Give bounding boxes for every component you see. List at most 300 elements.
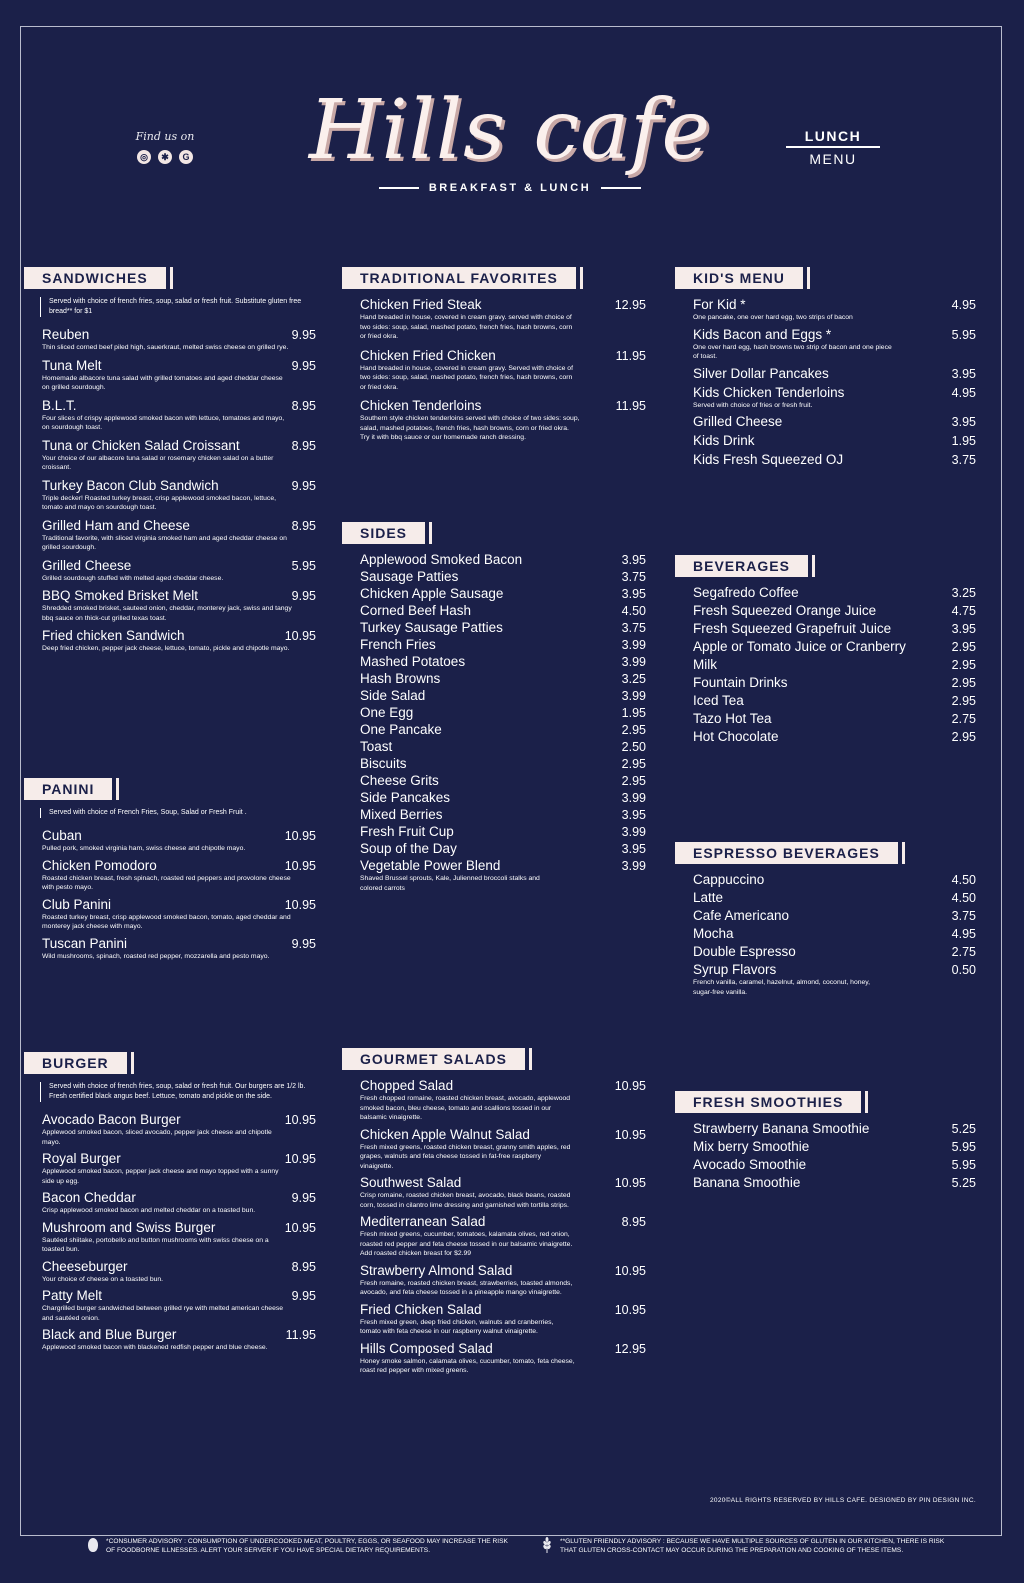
- menu-item-price: 8.95: [291, 518, 316, 533]
- menu-item-price: 3.25: [621, 672, 646, 686]
- menu-item: [342, 739, 646, 754]
- menu-item-row: [42, 558, 316, 573]
- menu-item-name: Turkey Bacon Club Sandwich: [42, 477, 219, 493]
- menu-item-row: [693, 603, 976, 618]
- menu-item-row: [360, 1263, 646, 1278]
- menu-item-desc: Four slices of crispy applewood smoked bacon with lettuce, tomatoes and mayo, on sourdough toast.: [42, 414, 285, 431]
- menu-item-row: [42, 897, 316, 912]
- menu-item-name: One Pancake: [360, 722, 442, 737]
- section-header: [342, 522, 432, 544]
- menu-item-name: Syrup Flavors: [693, 962, 777, 977]
- menu-item-price: 2.50: [621, 740, 646, 754]
- menu-item: [342, 671, 646, 686]
- menu-type-bottom: MENU: [809, 151, 857, 167]
- section-header-bar: [116, 778, 119, 800]
- menu-item: [675, 1175, 976, 1190]
- menu-item-desc: Applewood smoked bacon with blackened redfish pepper and blue cheese.: [42, 1344, 268, 1351]
- menu-item-name: Mocha: [693, 926, 734, 941]
- menu-item-row: [693, 1157, 976, 1172]
- menu-item-name: Chicken Pomodoro: [42, 857, 157, 873]
- menu-item: [675, 908, 976, 923]
- menu-item-name: Fried chicken Sandwich: [42, 628, 185, 643]
- menu-item-row: [42, 1112, 316, 1127]
- menu-item-row: [360, 620, 646, 635]
- menu-item-name: Iced Tea: [693, 693, 744, 708]
- menu-item-name: Strawberry Banana Smoothie: [693, 1121, 870, 1136]
- menu-item-price: 3.75: [621, 570, 646, 584]
- menu-item-row: [693, 944, 976, 959]
- menu-item: [342, 824, 646, 839]
- menu-item-name: Fresh Squeezed Grapefruit Juice: [693, 621, 892, 636]
- menu-item-name: Fried Chicken Salad: [360, 1301, 482, 1317]
- menu-item-row: [360, 348, 646, 363]
- menu-item-desc: Fresh mixed greens, cucumber, tomatoes, kalamata olives, red onion, roasted red pepper and feta cheese tossed in our balsamic vinaigrette. Add roasted chicken breast for $2.99: [360, 1231, 573, 1257]
- menu-item: [342, 807, 646, 822]
- menu-item-price: 3.99: [621, 791, 646, 805]
- menu-item: [675, 926, 976, 941]
- section-salads: [342, 1048, 646, 1380]
- section-note: Served with choice of french fries, soup, salad or fresh fruit. Substitute gluten free bread** for $1: [40, 297, 316, 317]
- menu-item-row: [693, 385, 976, 400]
- menu-item-name: Cuban: [42, 828, 82, 843]
- menu-item: [24, 588, 316, 623]
- menu-item-row: [360, 297, 646, 312]
- menu-item-row: [360, 807, 646, 822]
- menu-item-row: [360, 739, 646, 754]
- menu-item-price: 5.95: [951, 1158, 976, 1172]
- menu-item-price: 4.50: [951, 891, 976, 905]
- menu-item: [342, 603, 646, 618]
- menu-item-price: 3.99: [621, 825, 646, 839]
- menu-item-price: 10.95: [614, 1263, 646, 1278]
- menu-item-price: 9.95: [291, 358, 316, 373]
- section-header-bar: [812, 555, 815, 577]
- menu-item-name: Bacon Cheddar: [42, 1190, 136, 1205]
- menu-item-price: 4.95: [951, 298, 976, 312]
- menu-item-row: [693, 926, 976, 941]
- menu-item-price: 2.95: [621, 723, 646, 737]
- menu-item-row: [42, 828, 316, 843]
- menu-item-row: [42, 628, 316, 643]
- menu-item-price: 3.99: [621, 638, 646, 652]
- menu-item-row: [360, 705, 646, 720]
- menu-item-price: 5.25: [951, 1176, 976, 1190]
- menu-item: [675, 385, 976, 411]
- menu-item-price: 2.95: [951, 640, 976, 654]
- menu-item: [24, 438, 316, 473]
- google-icon[interactable]: G: [179, 150, 193, 164]
- menu-item: [24, 936, 316, 962]
- gluten-advisory: [542, 1537, 962, 1555]
- menu-item-price: 11.95: [615, 399, 646, 413]
- menu-item-name: Turkey Sausage Patties: [360, 620, 503, 635]
- section-header-bar: [807, 267, 810, 289]
- consumer-advisory-text: *CONSUMER ADVISORY : CONSUMPTION OF UNDERCOOKED MEAT, POULTRY, EGGS, OR SEAFOOD MAY INCREASE THE RISK OF FOODBORNE ILLNESSES. ALERT YOUR SERVER IF YOU HAVE SPECIAL DIETARY REQUIREMENTS.: [106, 1538, 508, 1554]
- menu-item-name: Apple or Tomato Juice or Cranberry: [693, 639, 906, 654]
- menu-item-price: 0.50: [951, 963, 976, 977]
- menu-item-name: Fresh Fruit Cup: [360, 824, 454, 839]
- section-header: [675, 1091, 868, 1113]
- menu-item: [24, 1259, 316, 1285]
- menu-item-row: [693, 414, 976, 429]
- menu-item: [675, 366, 976, 381]
- menu-item-price: 5.95: [951, 327, 976, 342]
- menu-item-price: 4.95: [951, 385, 976, 400]
- section-title: BEVERAGES: [675, 555, 808, 577]
- menu-item-price: 4.75: [951, 604, 976, 618]
- section-smoothies: [675, 1091, 976, 1193]
- section-burger: [24, 1052, 316, 1357]
- section-header: [342, 267, 583, 289]
- menu-item-name: Black and Blue Burger: [42, 1327, 177, 1342]
- menu-item-row: [693, 1121, 976, 1136]
- menu-item-price: 3.99: [621, 655, 646, 669]
- menu-item-desc: Your choice of cheese on a toasted bun.: [42, 1275, 164, 1283]
- menu-item-desc: Shaved Brussel sprouts, Kale, Julienned broccoli stalks and colored carrots: [360, 875, 540, 892]
- menu-item-name: Tuna or Chicken Salad Croissant: [42, 437, 240, 453]
- menu-item: [342, 841, 646, 856]
- menu-item-price: 2.95: [951, 676, 976, 690]
- menu-item-name: Tuna Melt: [42, 357, 102, 373]
- menu-item-name: BBQ Smoked Brisket Melt: [42, 588, 199, 603]
- menu-item-row: [693, 433, 976, 448]
- menu-item-price: 3.99: [621, 689, 646, 703]
- menu-item: [675, 729, 976, 744]
- menu-item-row: [360, 722, 646, 737]
- section-header-bar: [429, 522, 432, 544]
- wheat-icon: [542, 1537, 552, 1553]
- menu-item: [24, 358, 316, 393]
- menu-item: [24, 1190, 316, 1216]
- menu-item-row: [693, 327, 976, 342]
- menu-item: [675, 621, 976, 636]
- menu-item-name: Reuben: [42, 327, 90, 342]
- menu-item-name: Cheeseburger: [42, 1258, 128, 1274]
- menu-item-row: [693, 908, 976, 923]
- menu-item-desc: Fresh chopped romaine, roasted chicken breast, avocado, applewood smoked bacon, bleu cheese, tomato and scallions tossed in our balsamic vinaigrette.: [360, 1095, 571, 1121]
- menu-item-name: Grilled Ham and Cheese: [42, 517, 190, 533]
- section-header: [24, 267, 173, 289]
- menu-item-desc: Grilled sourdough stuffed with melted aged cheddar cheese.: [42, 574, 224, 582]
- menu-item-price: 5.95: [951, 1140, 976, 1154]
- menu-item-name: One Egg: [360, 705, 414, 720]
- menu-item-name: Chicken Tenderloins: [360, 398, 482, 413]
- menu-item-row: [360, 858, 646, 873]
- menu-item-row: [693, 639, 976, 654]
- section-title: SANDWICHES: [24, 267, 166, 289]
- section-header-bar: [580, 267, 583, 289]
- menu-item-name: Fresh Squeezed Orange Juice: [693, 603, 877, 618]
- consumer-advisory: [88, 1537, 508, 1555]
- menu-item-price: 10.95: [614, 1302, 646, 1317]
- menu-item-name: Chicken Apple Walnut Salad: [360, 1126, 530, 1142]
- menu-item: [342, 858, 646, 893]
- menu-item-desc: Chargrilled burger sandwiched between grilled rye with melted american cheese and sautéed onion.: [42, 1305, 284, 1322]
- menu-item-name: Kids Bacon and Eggs *: [693, 326, 832, 342]
- section-espresso: [675, 842, 976, 1000]
- menu-item-name: Fountain Drinks: [693, 675, 788, 690]
- menu-item-row: [693, 621, 976, 636]
- menu-item-desc: Applewood smoked bacon, sliced avocado, pepper jack cheese and chipotle mayo.: [42, 1129, 272, 1146]
- section-title: PANINI: [24, 778, 112, 800]
- menu-item-price: 2.95: [951, 658, 976, 672]
- menu-item-price: 3.95: [621, 587, 646, 601]
- menu-item-price: 4.50: [621, 604, 646, 618]
- menu-item-price: 10.95: [284, 829, 316, 843]
- menu-item-name: French Fries: [360, 637, 436, 652]
- section-header: [675, 555, 815, 577]
- menu-item-price: 3.75: [951, 909, 976, 923]
- menu-item-desc: One pancake, one over hard egg, two strips of bacon: [693, 314, 853, 321]
- menu-item-name: B.L.T.: [42, 397, 77, 413]
- menu-item-row: [360, 1127, 646, 1142]
- menu-item-price: 3.95: [621, 553, 646, 567]
- section-header-bar: [529, 1048, 532, 1070]
- menu-item-row: [42, 438, 316, 453]
- menu-item-price: 3.95: [951, 366, 976, 381]
- menu-item-name: Segafredo Coffee: [693, 585, 799, 600]
- menu-item-price: 10.95: [614, 1127, 646, 1142]
- section-traditional: [342, 267, 646, 449]
- section-header: [675, 267, 810, 289]
- menu-item-row: [693, 297, 976, 312]
- section-header-bar: [902, 842, 905, 864]
- menu-item-price: 12.95: [614, 298, 646, 312]
- menu-item-row: [693, 729, 976, 744]
- menu-item-name: Grilled Cheese: [693, 414, 783, 429]
- menu-item-row: [360, 824, 646, 839]
- menu-item-name: Kids Chicken Tenderloins: [693, 384, 845, 400]
- menu-item-price: 10.95: [284, 1220, 316, 1235]
- menu-item-name: Avocado Bacon Burger: [42, 1112, 181, 1127]
- menu-item-name: Mixed Berries: [360, 807, 443, 822]
- menu-item-name: Hills Composed Salad: [360, 1340, 493, 1356]
- section-header: [24, 778, 119, 800]
- menu-item-row: [693, 585, 976, 600]
- menu-item-price: 2.75: [951, 712, 976, 726]
- menu-item-row: [360, 671, 646, 686]
- menu-item-price: 10.95: [284, 1113, 316, 1127]
- menu-item-desc: Shredded smoked brisket, sauteed onion, cheddar, monterey jack, swiss and tangy bbq sauce on thick-cut grilled texas toast.: [42, 605, 292, 622]
- section-header: [342, 1048, 532, 1070]
- section-title: GOURMET SALADS: [342, 1048, 525, 1070]
- menu-item: [24, 1220, 316, 1255]
- menu-item-price: 4.50: [951, 873, 976, 887]
- menu-item-price: 2.95: [951, 694, 976, 708]
- menu-item-name: Cappuccino: [693, 872, 765, 887]
- logo: [300, 76, 720, 194]
- menu-item: [24, 1288, 316, 1323]
- menu-item-row: [360, 1078, 646, 1093]
- menu-item-name: Milk: [693, 657, 717, 672]
- menu-item-desc: French vanilla, caramel, hazelnut, almond, coconut, honey, sugar-free vanilla.: [693, 979, 871, 996]
- menu-item-row: [42, 398, 316, 413]
- menu-item-row: [693, 711, 976, 726]
- menu-item-price: 9.95: [291, 478, 316, 493]
- menu-item-price: 9.95: [291, 328, 316, 342]
- menu-item-name: Sausage Patties: [360, 569, 459, 584]
- menu-item-price: 10.95: [614, 1079, 646, 1093]
- menu-item: [24, 897, 316, 932]
- menu-item-row: [360, 569, 646, 584]
- menu-item-name: Vegetable Power Blend: [360, 858, 501, 873]
- menu-item-price: 5.25: [951, 1122, 976, 1136]
- menu-item-row: [42, 478, 316, 493]
- menu-item-name: Tuscan Panini: [42, 935, 128, 951]
- menu-item-name: For Kid *: [693, 297, 746, 312]
- menu-item: [675, 603, 976, 618]
- menu-item-price: 3.75: [621, 621, 646, 635]
- menu-item: [342, 756, 646, 771]
- menu-item-name: Hot Chocolate: [693, 729, 779, 744]
- menu-item-row: [42, 588, 316, 603]
- menu-item-row: [360, 603, 646, 618]
- menu-item-name: Silver Dollar Pancakes: [693, 365, 829, 381]
- menu-type: [786, 128, 880, 167]
- menu-item: [24, 1327, 316, 1353]
- menu-item-desc: Thin sliced corned beef piled high, sauerkraut, melted swiss cheese on grilled rye.: [42, 344, 289, 351]
- cafe-name: Hills cafe: [308, 83, 712, 178]
- menu-item-price: 3.95: [621, 842, 646, 856]
- menu-item-name: Mushroom and Swiss Burger: [42, 1219, 216, 1235]
- section-beverages: [675, 555, 976, 747]
- menu-item-price: 12.95: [614, 1341, 646, 1356]
- menu-item-desc: Roasted chicken breast, fresh spinach, roasted red peppers and provolone cheese with pesto mayo.: [42, 874, 291, 891]
- menu-item-desc: Southern style chicken tenderloins served with choice of two sides: soup, salad, mashed potatoes, french fries, hash browns, corn or fried okra. Try it with bbq sauce or our homemade ranch dressing.: [360, 415, 580, 441]
- menu-item-name: Grilled Cheese: [42, 557, 132, 573]
- menu-item-price: 1.95: [621, 706, 646, 720]
- menu-item-name: Hash Browns: [360, 671, 441, 686]
- find-us: [120, 130, 210, 164]
- menu-item-name: Cafe Americano: [693, 908, 790, 923]
- menu-item-row: [360, 1175, 646, 1190]
- menu-item-name: Applewood Smoked Bacon: [360, 552, 523, 567]
- instagram-icon[interactable]: ◎: [137, 150, 151, 164]
- menu-item-desc: Triple decker! Roasted turkey breast, crisp applewood smoked bacon, lettuce, tomato and mayo on sourdough toast.: [42, 494, 276, 511]
- menu-item-row: [42, 936, 316, 951]
- section-header: [24, 1052, 134, 1074]
- menu-item-price: 3.95: [951, 622, 976, 636]
- menu-item: [24, 1112, 316, 1147]
- section-title: TRADITIONAL FAVORITES: [342, 267, 576, 289]
- menu-item-price: 3.25: [951, 586, 976, 600]
- menu-item: [342, 348, 646, 393]
- menu-item-price: 4.95: [951, 927, 976, 941]
- menu-item-desc: Honey smoke salmon, calamata olives, cucumber, tomato, feta cheese, roast red pepper with mixed greens.: [360, 1357, 575, 1374]
- menu-item: [675, 693, 976, 708]
- menu-item: [24, 478, 316, 513]
- menu-item-name: Cheese Grits: [360, 773, 439, 788]
- menu-item-name: Patty Melt: [42, 1288, 103, 1303]
- menu-item-row: [693, 675, 976, 690]
- menu-item: [342, 722, 646, 737]
- menu-item: [675, 1157, 976, 1172]
- menu-item: [675, 675, 976, 690]
- section-header: [675, 842, 905, 864]
- menu-item-desc: Crisp romaine, roasted chicken breast, avocado, black beans, roasted corn, tossed in cilantro lime dressing and garnished with tortilla strips.: [360, 1192, 571, 1209]
- menu-item-row: [693, 962, 976, 977]
- menu-item-desc: Hand breaded in house, covered in cream gravy. Served with choice of two sides: soup, salad, mashed potato, french fries, hash browns, corn or fried okra.: [360, 364, 573, 391]
- menu-item: [24, 1151, 316, 1186]
- menu-item-price: 9.95: [291, 936, 316, 951]
- menu-item-price: 10.95: [614, 1176, 646, 1190]
- menu-item-desc: Crisp applewood smoked bacon and melted cheddar on a toasted bun.: [42, 1207, 256, 1214]
- menu-item: [342, 569, 646, 584]
- menu-item-name: Side Pancakes: [360, 790, 451, 805]
- menu-item-row: [360, 654, 646, 669]
- menu-item-row: [693, 452, 976, 467]
- menu-item-row: [360, 773, 646, 788]
- section-note: Served with choice of French Fries, Soup, Salad or Fresh Fruit .: [40, 808, 316, 818]
- section-sides: [342, 522, 646, 895]
- menu-item-desc: Homemade albacore tuna salad with grilled tomatoes and aged cheddar cheese on grilled sourdough.: [42, 374, 283, 391]
- menu-item: [675, 872, 976, 887]
- menu-item-desc: Hand breaded in house, covered in cream gravy. served with choice of two sides: soup, salad, mashed potato, french fries, hash browns, corn or fried okra.: [360, 314, 573, 340]
- menu-item-row: [360, 790, 646, 805]
- egg-icon: [88, 1538, 98, 1552]
- menu-item-name: Chopped Salad: [360, 1078, 454, 1093]
- menu-item-row: [693, 890, 976, 905]
- menu-type-top: LUNCH: [786, 128, 880, 148]
- menu-item-row: [360, 398, 646, 413]
- menu-item: [675, 657, 976, 672]
- menu-item: [675, 433, 976, 448]
- menu-item: [675, 1121, 976, 1136]
- menu-item-name: Biscuits: [360, 756, 407, 771]
- menu-item-row: [360, 586, 646, 601]
- menu-item-desc: Served with choice of fries or fresh fruit.: [693, 401, 813, 409]
- menu-item-name: Soup of the Day: [360, 841, 457, 856]
- menu-item-name: Mediterranean Salad: [360, 1214, 486, 1229]
- section-title: BURGER: [24, 1052, 127, 1074]
- menu-item-price: 3.75: [951, 453, 976, 467]
- menu-item-name: Double Espresso: [693, 944, 796, 959]
- menu-item-row: [360, 637, 646, 652]
- menu-item-desc: Fresh mixed greens, roasted chicken breast, granny smith apples, red grapes, walnuts and feta cheese tossed in fat-free raspberry vinaigrette.: [360, 1143, 571, 1170]
- menu-item-name: Chicken Fried Chicken: [360, 347, 496, 363]
- menu-item: [342, 1263, 646, 1298]
- menu-item-name: Banana Smoothie: [693, 1175, 801, 1190]
- menu-item: [342, 552, 646, 567]
- menu-item-desc: Roasted turkey breast, crisp applewood smoked bacon, tomato, aged cheddar and monterey jack cheese with mayo.: [42, 913, 291, 930]
- menu-item-desc: Deep fried chicken, pepper jack cheese, lettuce, tomato, pickle and chipotle mayo.: [42, 645, 290, 652]
- menu-item-name: Mix berry Smoothie: [693, 1139, 810, 1154]
- section-title: SIDES: [342, 522, 425, 544]
- yelp-icon[interactable]: ✱: [158, 150, 172, 164]
- menu-item-desc: Pulled pork, smoked virginia ham, swiss cheese and chipotle mayo.: [42, 845, 246, 852]
- menu-item: [342, 586, 646, 601]
- menu-item-name: Royal Burger: [42, 1151, 121, 1166]
- menu-item-row: [360, 1302, 646, 1317]
- menu-item: [24, 858, 316, 893]
- menu-item-price: 9.95: [291, 1191, 316, 1205]
- menu-item-price: 3.95: [951, 415, 976, 429]
- menu-item: [675, 962, 976, 997]
- section-header-bar: [865, 1091, 868, 1113]
- section-header-bar: [170, 267, 173, 289]
- menu-item-price: 10.95: [284, 1152, 316, 1166]
- menu-item: [342, 1341, 646, 1376]
- menu-item-row: [42, 1259, 316, 1274]
- menu-item: [342, 637, 646, 652]
- menu-item-price: 8.95: [291, 1259, 316, 1274]
- menu-item-price: 9.95: [291, 589, 316, 603]
- menu-item-desc: Your choice of our albacore tuna salad or rosemary chicken salad on a butter croissant.: [42, 454, 274, 471]
- menu-item-row: [693, 366, 976, 381]
- menu-item-row: [360, 1214, 646, 1229]
- menu-item-row: [693, 872, 976, 887]
- menu-item: [342, 1214, 646, 1259]
